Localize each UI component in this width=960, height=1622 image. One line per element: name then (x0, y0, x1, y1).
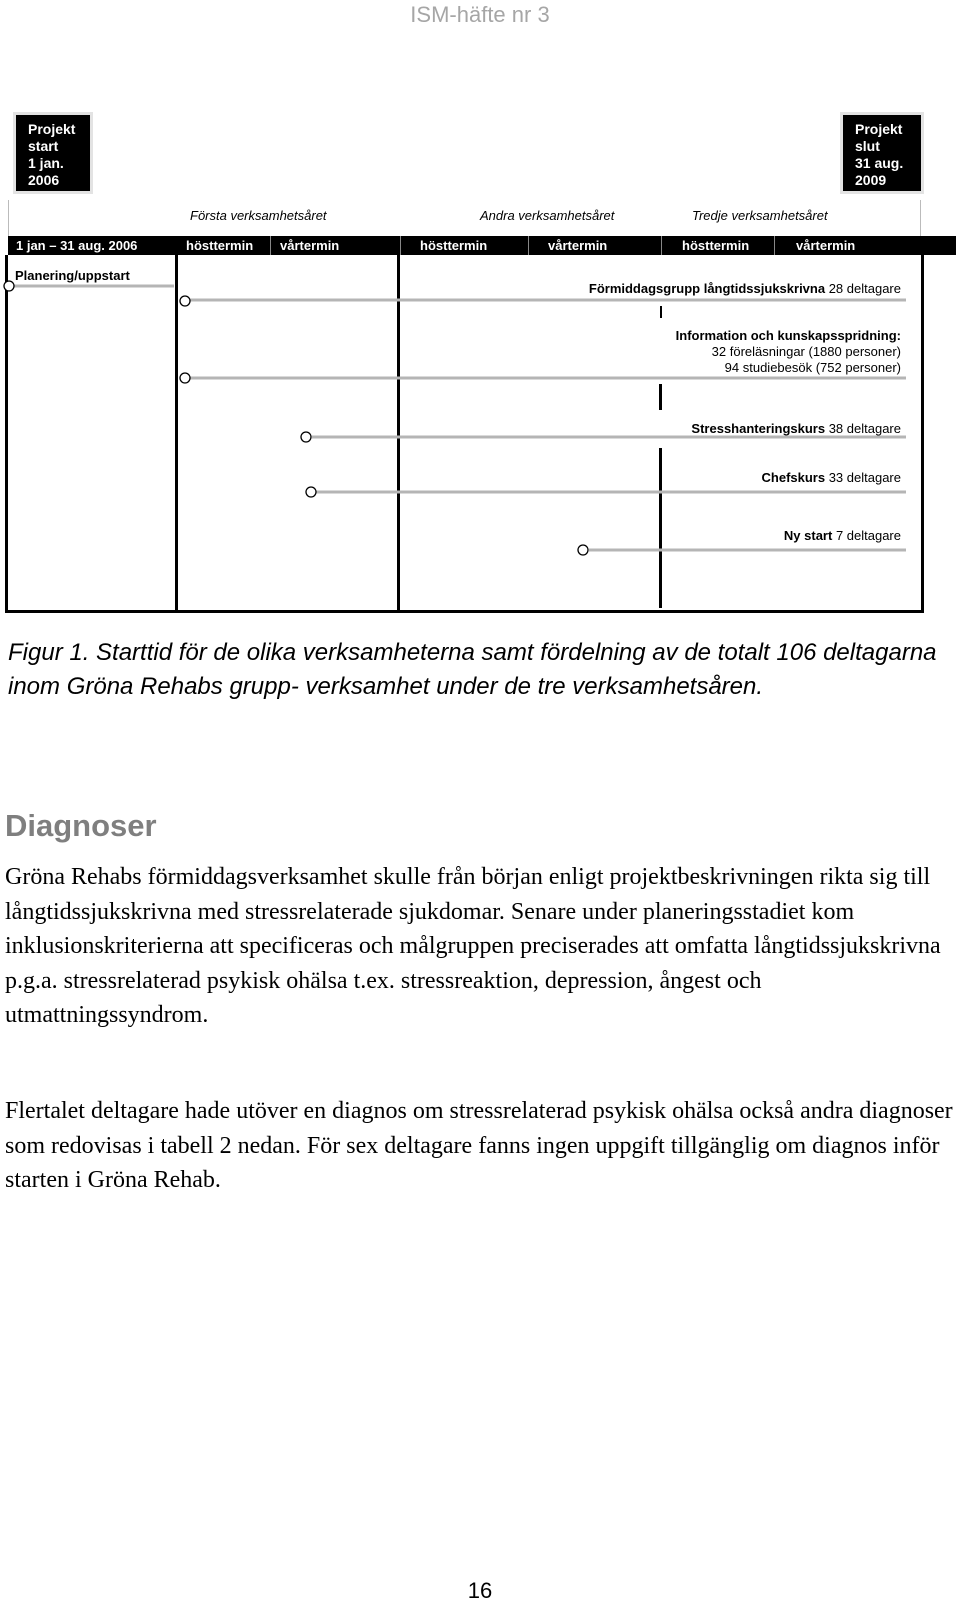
term-label: hösttermin (186, 238, 254, 253)
year-2-label: Andra verksamhetsåret (480, 208, 615, 223)
page-header: ISM-häfte nr 3 (410, 2, 550, 27)
term-label: hösttermin (682, 238, 750, 253)
activity-forenoon-group: Förmiddagsgrupp långtidssjukskrivna 28 deltagare (588, 281, 901, 296)
start-marker (578, 545, 588, 555)
start-marker (306, 487, 316, 497)
paragraph-2: Flertalet deltagare hade utöver en diagnos om stressrelaterad psykisk ohälsa också andra diagnoser som redovisas i tabell 2 nedan. För sex deltagare fanns ingen uppgift tillgänglig om diagnos inför starten i Gröna Rehab. (5, 1098, 953, 1193)
term-label: hösttermin (420, 238, 488, 253)
year-1-label: Första verksamhetsåret (190, 208, 327, 223)
project-start-box: Projekt start 1 jan. 2006 (13, 112, 93, 194)
start-marker (180, 296, 190, 306)
start-marker (4, 281, 14, 291)
activity-new-start: Ny start 7 deltagare (783, 528, 901, 543)
page-number: 16 (467, 1578, 493, 1603)
activity-manager-course: Chefskurs 33 deltagare (761, 470, 901, 485)
section-heading: Diagnoser (5, 808, 157, 843)
term-label: 1 jan – 31 aug. 2006 (16, 238, 138, 253)
activity-information: Information och kunskapsspridning: 32 föreläsningar (1880 personer) 94 studiebesök (752 personer) (675, 328, 901, 375)
project-end-box: Projekt slut 31 aug. 2009 (840, 112, 924, 194)
term-label: vårtermin (796, 238, 856, 253)
term-label: vårtermin (280, 238, 340, 253)
year-3-label: Tredje verksamhetsåret (692, 208, 828, 223)
paragraph-1: Gröna Rehabs förmiddagsverksamhet skulle från början enligt projektbeskrivningen rikta sig till långtidssjukskrivna med stressrelaterade sjukdomar. Senare under planeringsstadiet kom inklusionskriterierna att specificeras och målgruppen preciserades att omfatta långtidssjukskrivna p.g.a. stressrelaterad psykisk ohälsa t.ex. stressreaktion, depression, ångest och utmattningssyndrom. (5, 864, 941, 1028)
start-marker (180, 373, 190, 383)
figure-caption: Figur 1. Starttid för de olika verksamheterna samt fördelning av de totalt 106 deltagarna inom Gröna Rehabs grupp- verksamhet under de tre verksamhetsåren. (8, 639, 937, 700)
activity-lines (0, 0, 960, 620)
term-label: vårtermin (548, 238, 608, 253)
planning-label: Planering/uppstart (15, 268, 130, 283)
start-marker (301, 432, 311, 442)
activity-stress-course: Stresshanteringskurs 38 deltagare (691, 421, 901, 436)
